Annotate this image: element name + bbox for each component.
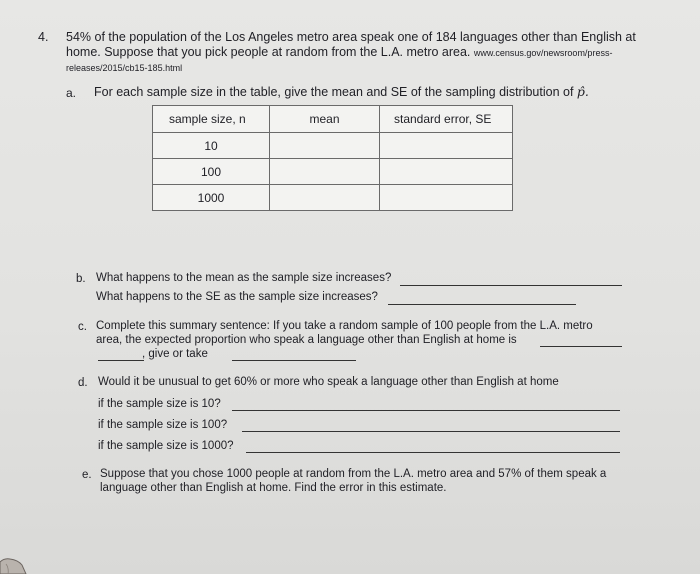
- part-a-text: [94, 84, 589, 99]
- header-mean: mean: [270, 106, 380, 133]
- part-d-item-2: if the sample size is 100?: [98, 419, 228, 431]
- answer-blank-d3[interactable]: [246, 452, 620, 453]
- question-number: 4.: [38, 30, 49, 44]
- table-row: [153, 185, 513, 211]
- table-header-row: [153, 106, 513, 133]
- mean-cell[interactable]: [270, 133, 380, 159]
- source-url-part-2: releases/2015/cb15-185.html: [66, 63, 183, 73]
- answer-blank-c3[interactable]: [232, 360, 356, 361]
- answer-blank-d1[interactable]: [232, 410, 620, 411]
- table-row: [153, 159, 513, 185]
- se-cell[interactable]: [380, 159, 513, 185]
- mean-cell[interactable]: [270, 185, 380, 211]
- header-standard-error: standard error, SE: [380, 106, 513, 133]
- header-sample-size: sample size, n: [153, 106, 270, 133]
- question-text-line-1: 54% of the population of the Los Angeles metro area speak one of 184 languages other than English at: [66, 30, 636, 44]
- sampling-distribution-table: [152, 105, 513, 211]
- part-e-line-1: Suppose that you chose 1000 people at random from the L.A. metro area and 57% of them speak a: [100, 468, 607, 480]
- part-d-question: Would it be unusual to get 60% or more who speak a language other than English at home: [98, 376, 559, 388]
- part-a-letter: a.: [66, 86, 77, 100]
- part-c-line-1: Complete this summary sentence: If you take a random sample of 100 people from the L.A. metro: [96, 320, 593, 332]
- answer-blank-c1[interactable]: [540, 346, 622, 347]
- part-c-letter: c.: [78, 321, 87, 333]
- se-cell[interactable]: [380, 185, 513, 211]
- part-d-letter: d.: [78, 377, 88, 389]
- source-url-part-1: www.census.gov/newsroom/press-: [473, 48, 613, 58]
- fingertip-icon: [0, 556, 28, 574]
- answer-blank-b1[interactable]: [400, 285, 622, 286]
- part-c-line-2: area, the expected proportion who speak a language other than English at home is: [96, 334, 517, 346]
- question-text-line-2-prefix: home. Suppose that you pick people at random from the L.A. metro area.: [66, 45, 471, 59]
- answer-blank-c2[interactable]: [98, 360, 144, 361]
- p-hat-symbol: p̂.: [576, 84, 589, 99]
- part-c-line-3: , give or take: [142, 348, 208, 360]
- table-row: [153, 133, 513, 159]
- question-text-line-2: [66, 45, 612, 59]
- part-b-question-2: What happens to the SE as the sample size increases?: [96, 291, 378, 303]
- part-b-question-1: What happens to the mean as the sample size increases?: [96, 272, 392, 284]
- answer-blank-b2[interactable]: [388, 304, 576, 305]
- answer-blank-d2[interactable]: [242, 431, 620, 432]
- sample-size-cell: 100: [153, 159, 270, 185]
- part-b-letter: b.: [76, 273, 86, 285]
- sample-size-cell: 1000: [153, 185, 270, 211]
- part-e-line-2: language other than English at home. Find the error in this estimate.: [100, 482, 447, 494]
- part-a-instruction: For each sample size in the table, give the mean and SE of the sampling distribution of: [94, 85, 574, 99]
- sample-size-cell: 10: [153, 133, 270, 159]
- part-d-item-3: if the sample size is 1000?: [98, 440, 234, 452]
- part-e-letter: e.: [82, 469, 92, 481]
- part-d-item-1: if the sample size is 10?: [98, 398, 221, 410]
- mean-cell[interactable]: [270, 159, 380, 185]
- se-cell[interactable]: [380, 133, 513, 159]
